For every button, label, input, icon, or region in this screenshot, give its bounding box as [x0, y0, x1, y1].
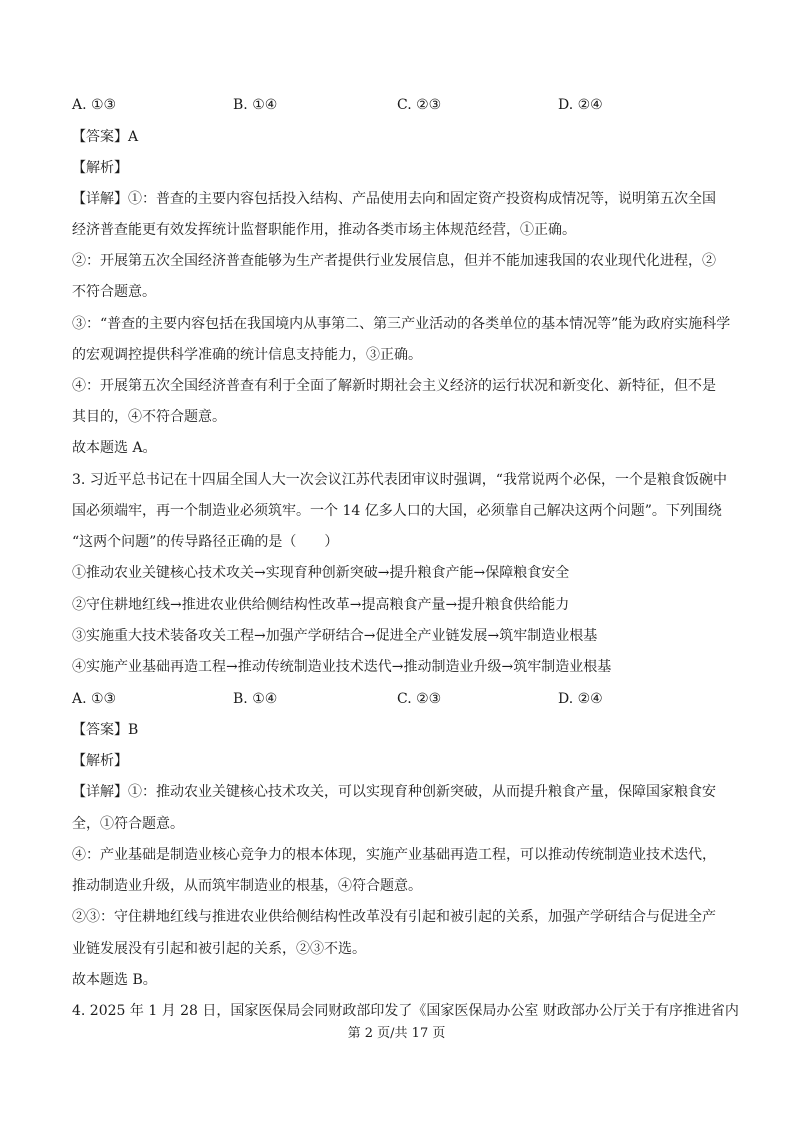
- q3-analysis-line: 【详解】①：推动农业关键核心技术攻关，可以实现育种创新突破，从而提升粮食产量，保障国家粮食安: [72, 784, 716, 800]
- q4-stem-line: 4. 2025 年 1 月 28 日，国家医保局会同财政部印发了《国家医保局办公室 财政部办公厅关于有序推进省内: [72, 1003, 739, 1019]
- option-a: A. ①③: [72, 691, 117, 707]
- q3-item: ②守住耕地红线→推进农业供给侧结构性改革→提高粮食产量→提升粮食供给能力: [72, 597, 570, 613]
- q2-analysis-heading: 【解析】: [72, 160, 128, 176]
- option-c: C. ②③: [397, 691, 442, 707]
- q2-answer: 【答案】A: [72, 129, 139, 145]
- q2-analysis-line: ③：“普查的主要内容包括在我国境内从事第二、第三产业活动的各类单位的基本情况等”能为政府实施科学: [72, 316, 731, 332]
- option-d: D. ②④: [558, 691, 603, 707]
- q3-analysis-line: ②③：守住耕地红线与推进农业供给侧结构性改革没有引起和被引起的关系，加强产学研结合与促进全产: [72, 909, 716, 925]
- option-b: B. ①④: [233, 691, 278, 707]
- q2-analysis-line: 其目的，④不符合题意。: [72, 409, 226, 425]
- q3-analysis-line: ④：产业基础是制造业核心竞争力的根本体现，实施产业基础再造工程，可以推动传统制造业技术迭代，: [72, 847, 716, 863]
- q3-item: ③实施重大技术装备攻关工程→加强产学研结合→促进全产业链发展→筑牢制造业根基: [72, 628, 598, 644]
- q3-item: ④实施产业基础再造工程→推动传统制造业技术迭代→推动制造业升级→筑牢制造业根基: [72, 659, 612, 675]
- q3-answer: 【答案】B: [72, 722, 139, 738]
- q2-conclusion: 故本题选 A。: [72, 440, 157, 456]
- option-b: B. ①④: [233, 97, 278, 113]
- q2-analysis-line: 经济普查能更有效发挥统计监督职能作用，推动各类市场主体规范经营，①正确。: [72, 222, 576, 238]
- q3-analysis-heading: 【解析】: [72, 753, 128, 769]
- q2-analysis-line: 不符合题意。: [72, 284, 156, 300]
- page-number: 第 2 页/共 17 页: [347, 1026, 446, 1041]
- q3-stem-line: 国必须端牢，再一个制造业必须筑牢。一个 14 亿多人口的大国，必须靠自己解决这两个问题”。下列围绕: [72, 503, 722, 519]
- q3-analysis-line: 全，①符合题意。: [72, 816, 184, 832]
- q2-options: [72, 95, 732, 115]
- q3-stem-line: 3. 习近平总书记在十四届全国人大一次会议江苏代表团审议时强调，“我常说两个必保，一个是粮食饭碗中: [72, 472, 727, 488]
- q3-analysis-line: 推动制造业升级，从而筑牢制造业的根基，④符合题意。: [72, 878, 422, 894]
- q2-analysis-line: ②：开展第五次全国经济普查能够为生产者提供行业发展信息，但并不能加速我国的农业现代化进程，②: [72, 253, 716, 269]
- option-d: D. ②④: [558, 97, 603, 113]
- q3-stem-line: “这两个问题”的传导路径正确的是（ ）: [72, 534, 339, 550]
- q3-item: ①推动农业关键核心技术攻关→实现育种创新突破→提升粮食产能→保障粮食安全: [72, 565, 570, 581]
- q2-analysis-line: ④：开展第五次全国经济普查有利于全面了解新时期社会主义经济的运行状况和新变化、新特征，但不是: [72, 378, 716, 394]
- q3-analysis-line: 业链发展没有引起和被引起的关系，②③不选。: [72, 941, 366, 957]
- option-a: A. ①③: [72, 97, 117, 113]
- q3-conclusion: 故本题选 B。: [72, 972, 157, 988]
- option-c: C. ②③: [397, 97, 442, 113]
- q3-options: [72, 689, 732, 709]
- q2-analysis-line: 【详解】①：普查的主要内容包括投入结构、产品使用去向和固定资产投资构成情况等，说明第五次全国: [72, 191, 716, 207]
- q2-analysis-line: 的宏观调控提供科学准确的统计信息支持能力，③正确。: [72, 347, 422, 363]
